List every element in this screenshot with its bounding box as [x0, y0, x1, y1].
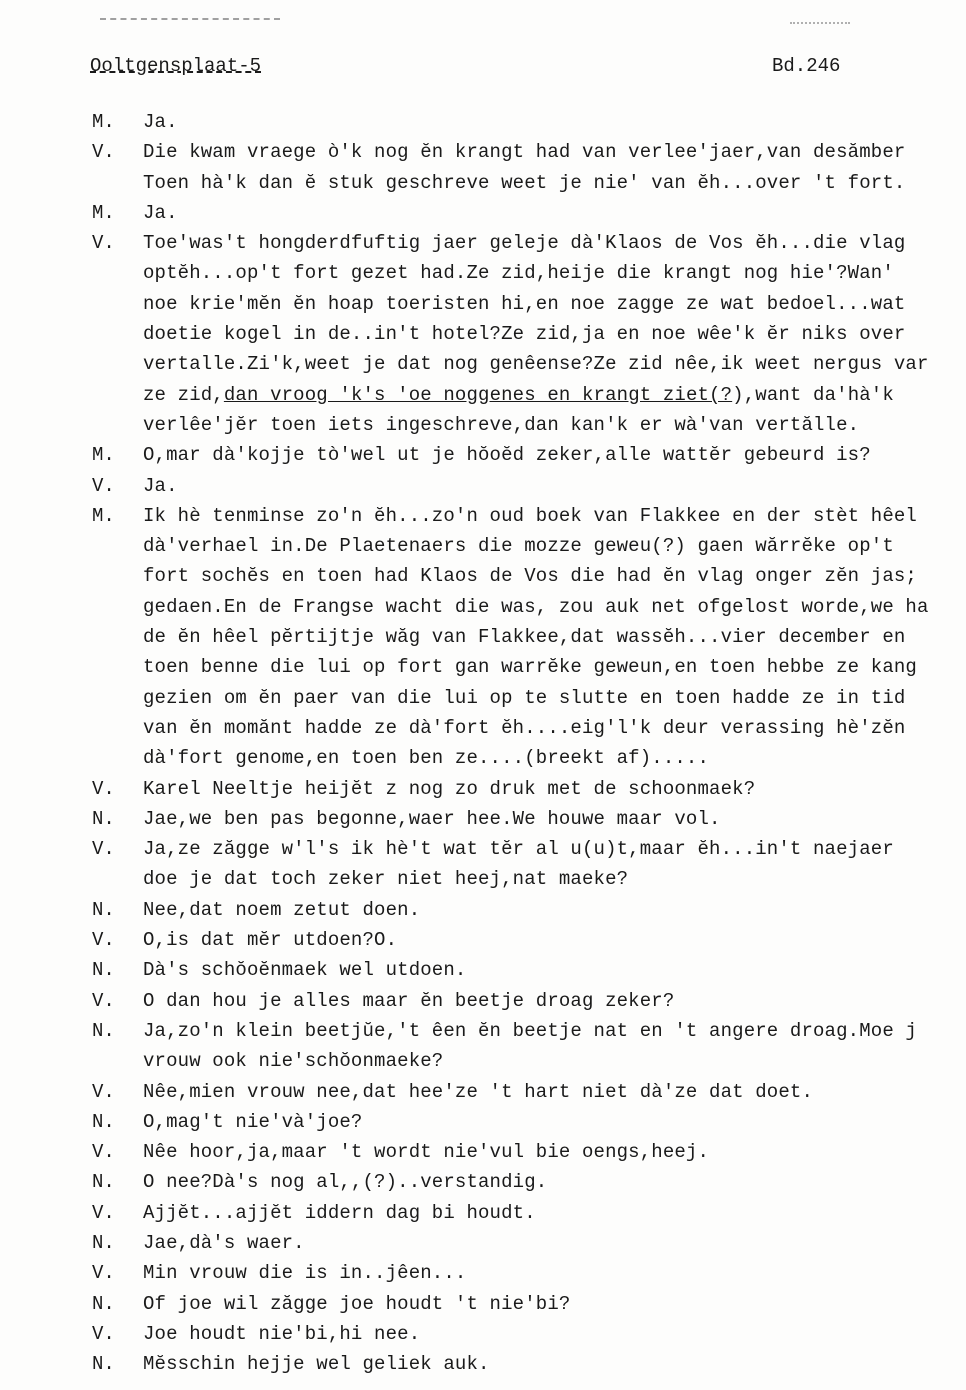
transcript-line: [0, 1258, 966, 1288]
line-text: O dan hou je alles maar ĕn beetje droag zeker?: [143, 989, 675, 1012]
transcript-line: [0, 258, 966, 288]
transcript-line: [0, 1289, 966, 1319]
transcript-line: [0, 501, 966, 531]
speaker-label: V.: [92, 474, 115, 497]
transcript-line: [0, 561, 966, 591]
line-text: Of joe wil zăgge joe houdt 't nie'bi?: [143, 1292, 571, 1315]
transcript-line: [0, 1077, 966, 1107]
line-text: dà'fort genome,en toen ben ze....(breekt af).....: [143, 747, 710, 770]
speaker-label: V.: [92, 1322, 115, 1345]
transcript-line: [0, 1167, 966, 1197]
line-text: Karel Neeltje heijĕt z nog zo druk met de schoonmaek?: [143, 777, 756, 800]
transcript-line: [0, 289, 966, 319]
speaker-label: V.: [92, 777, 115, 800]
transcript-line: [0, 137, 966, 167]
line-text: Jae,dà's waer.: [143, 1231, 305, 1254]
line-text: O,is dat mĕr utdoen?O.: [143, 929, 398, 952]
transcript-line: [0, 380, 966, 410]
line-text: Ja.: [143, 474, 178, 497]
transcript-line: [0, 652, 966, 682]
top-scratch-mark: [100, 18, 280, 22]
line-text: Ajjĕt...ajjĕt iddern dag bi houdt.: [143, 1201, 536, 1224]
speaker-label: N.: [92, 1171, 115, 1194]
line-text: Nee,dat noem zetut doen.: [143, 898, 421, 921]
line-text: gezien om ĕn paer van die lui op te slutte en toen hadde ze in tid: [143, 686, 906, 709]
transcript-line: [0, 1319, 966, 1349]
speaker-label: V.: [92, 1080, 115, 1103]
line-text: toen benne die lui op fort gan warrĕke geweun,en toen hebbe ze kang: [143, 656, 917, 679]
line-text: O nee?Dà's nog al,,(?)..verstandig.: [143, 1171, 548, 1194]
line-text: noe krie'mĕn ĕn hoap toeristen hi,en noe zagge ze wat bedoel...wat: [143, 292, 906, 315]
line-text: de ĕn hêel pĕrtijtje wăg van Flakkee,dat wassĕh...vier december en: [143, 626, 906, 649]
transcript-line: [0, 228, 966, 258]
transcript-line: [0, 986, 966, 1016]
speaker-label: M.: [92, 444, 115, 467]
line-text: optĕh...op't fort gezet had.Ze zid,heije die krangt nog hie'?Wan': [143, 262, 894, 285]
line-text: Toe'was't hongderdfuftig jaer geleje dà'Klaos de Vos ĕh...die vlag: [143, 232, 906, 255]
line-text: doe je dat toch zeker niet heej,nat maeke?: [143, 868, 629, 891]
line-text: Dà's schŏoĕnmaek wel utdoen.: [143, 959, 467, 982]
transcript-line: [0, 592, 966, 622]
line-text: Toen hà'k dan ĕ stuk geschreve weet je nie' van ĕh...over 't fort.: [143, 171, 906, 194]
line-text: doetie kogel in de..in't hotel?Ze zid,ja en noe wêe'k ĕr niks over: [143, 323, 906, 346]
speaker-label: N.: [92, 1353, 115, 1376]
speaker-label: N.: [92, 1019, 115, 1042]
line-text: O,mag't nie'và'joe?: [143, 1110, 363, 1133]
speaker-label: M.: [92, 111, 115, 133]
line-text: Ja.: [143, 111, 178, 133]
transcript-line: [0, 349, 966, 379]
transcript-line: [0, 1046, 966, 1076]
line-text: dà'verhael in.De Plaetenaers die mozze geweu(?) gaen wărrĕke op't: [143, 535, 894, 558]
transcript-line: [0, 622, 966, 652]
transcript-line: [0, 683, 966, 713]
line-text: Ik hè tenminse zo'n ĕh...zo'n oud boek van Flakkee en der stèt hêel: [143, 504, 917, 527]
speaker-label: N.: [92, 1110, 115, 1133]
speaker-label: N.: [92, 1292, 115, 1315]
speaker-label: V.: [92, 1141, 115, 1164]
transcript-line: [0, 743, 966, 773]
speaker-label: V.: [92, 232, 115, 255]
speaker-label: M.: [92, 201, 115, 224]
line-text: gedaen.En de Frangse wacht die was, zou auk net ofgelost worde,we ha: [143, 595, 929, 618]
speaker-label: V.: [92, 141, 115, 164]
line-text: O,mar dà'kojje tò'wel ut je hŏoĕd zeker,alle wattĕr gebeurd is?: [143, 444, 871, 467]
speaker-label: N.: [92, 1231, 115, 1254]
line-text: Ja.: [143, 201, 178, 224]
transcript-line: [0, 774, 966, 804]
transcript-body: [0, 107, 966, 1379]
transcript-line: [0, 440, 966, 470]
line-text: vertalle.Zi'k,weet je dat nog genêense?Ze zid nêe,ik weet nergus var: [143, 353, 929, 376]
line-text: Ja,ze zăgge w'l's ik hè't wat tĕr al u(u)t,maar ĕh...in't naejaer: [143, 838, 894, 861]
transcript-line: [0, 107, 966, 137]
transcript-line: [0, 198, 966, 228]
transcript-line: [0, 804, 966, 834]
speaker-label: V.: [92, 1201, 115, 1224]
speaker-label: N.: [92, 959, 115, 982]
transcript-line: [0, 531, 966, 561]
transcript-line: [0, 471, 966, 501]
transcript-line: [0, 713, 966, 743]
transcript-line: [0, 925, 966, 955]
speaker-label: V.: [92, 989, 115, 1012]
line-text: vrouw ook nie'schŏonmaeke?: [143, 1050, 444, 1073]
line-text: Min vrouw die is in..jêen...: [143, 1262, 467, 1285]
speaker-label: M.: [92, 504, 115, 527]
line-text: Joe houdt nie'bi,hi nee.: [143, 1322, 421, 1345]
document-header-right: Bd.246: [772, 55, 841, 77]
transcript-line: [0, 1349, 966, 1379]
line-text: Ja,zo'n klein beetjŭe,'t êen ĕn beetje nat en 't angere droag.Moe j: [143, 1019, 917, 1042]
line-text: Nêe,mien vrouw nee,dat hee'ze 't hart niet dà'ze dat doet.: [143, 1080, 814, 1103]
transcript-line: [0, 319, 966, 349]
transcript-line: [0, 410, 966, 440]
speaker-label: N.: [92, 898, 115, 921]
speaker-label: V.: [92, 1262, 115, 1285]
top-scratch-mark-right: [790, 22, 850, 26]
transcript-line: [0, 1198, 966, 1228]
transcript-line: [0, 895, 966, 925]
speaker-label: V.: [92, 838, 115, 861]
line-text: Jae,we ben pas begonne,waer hee.We houwe maar vol.: [143, 807, 721, 830]
transcript-line: [0, 1016, 966, 1046]
speaker-label: N.: [92, 807, 115, 830]
underlined-phrase: dan vroog 'k's 'oe noggenes en krangt ziet(?: [223, 383, 733, 406]
transcript-line: [0, 1137, 966, 1167]
transcript-line: [0, 1228, 966, 1258]
transcript-line: [0, 168, 966, 198]
document-header-left: Ooltgensplaat-5: [90, 55, 262, 77]
line-text: Die kwam vraege ò'k nog ĕn krangt had van verlee'jaer,van desămber: [143, 141, 906, 164]
transcript-line: [0, 955, 966, 985]
line-text: van ĕn momănt hadde ze dà'fort ĕh....eig'l'k deur verassing hè'zĕn: [143, 716, 906, 739]
speaker-label: V.: [92, 929, 115, 952]
transcript-line: [0, 864, 966, 894]
transcript-line: [0, 1107, 966, 1137]
line-text: Mĕsschin hejje wel geliek auk.: [143, 1353, 490, 1376]
transcript-line: [0, 834, 966, 864]
line-text: verlêe'jĕr toen iets ingeschreve,dan kan'k er wà'van vertălle.: [143, 413, 860, 436]
line-text: ze zid,dan vroog 'k's 'oe noggenes en krangt ziet(?),want da'hà'k: [143, 383, 894, 406]
line-text: fort sochĕs en toen had Klaos de Vos die had ĕn vlag onger zĕn jas;: [143, 565, 917, 588]
line-text: Nêe hoor,ja,maar 't wordt nie'vul bie oengs,heej.: [143, 1141, 710, 1164]
